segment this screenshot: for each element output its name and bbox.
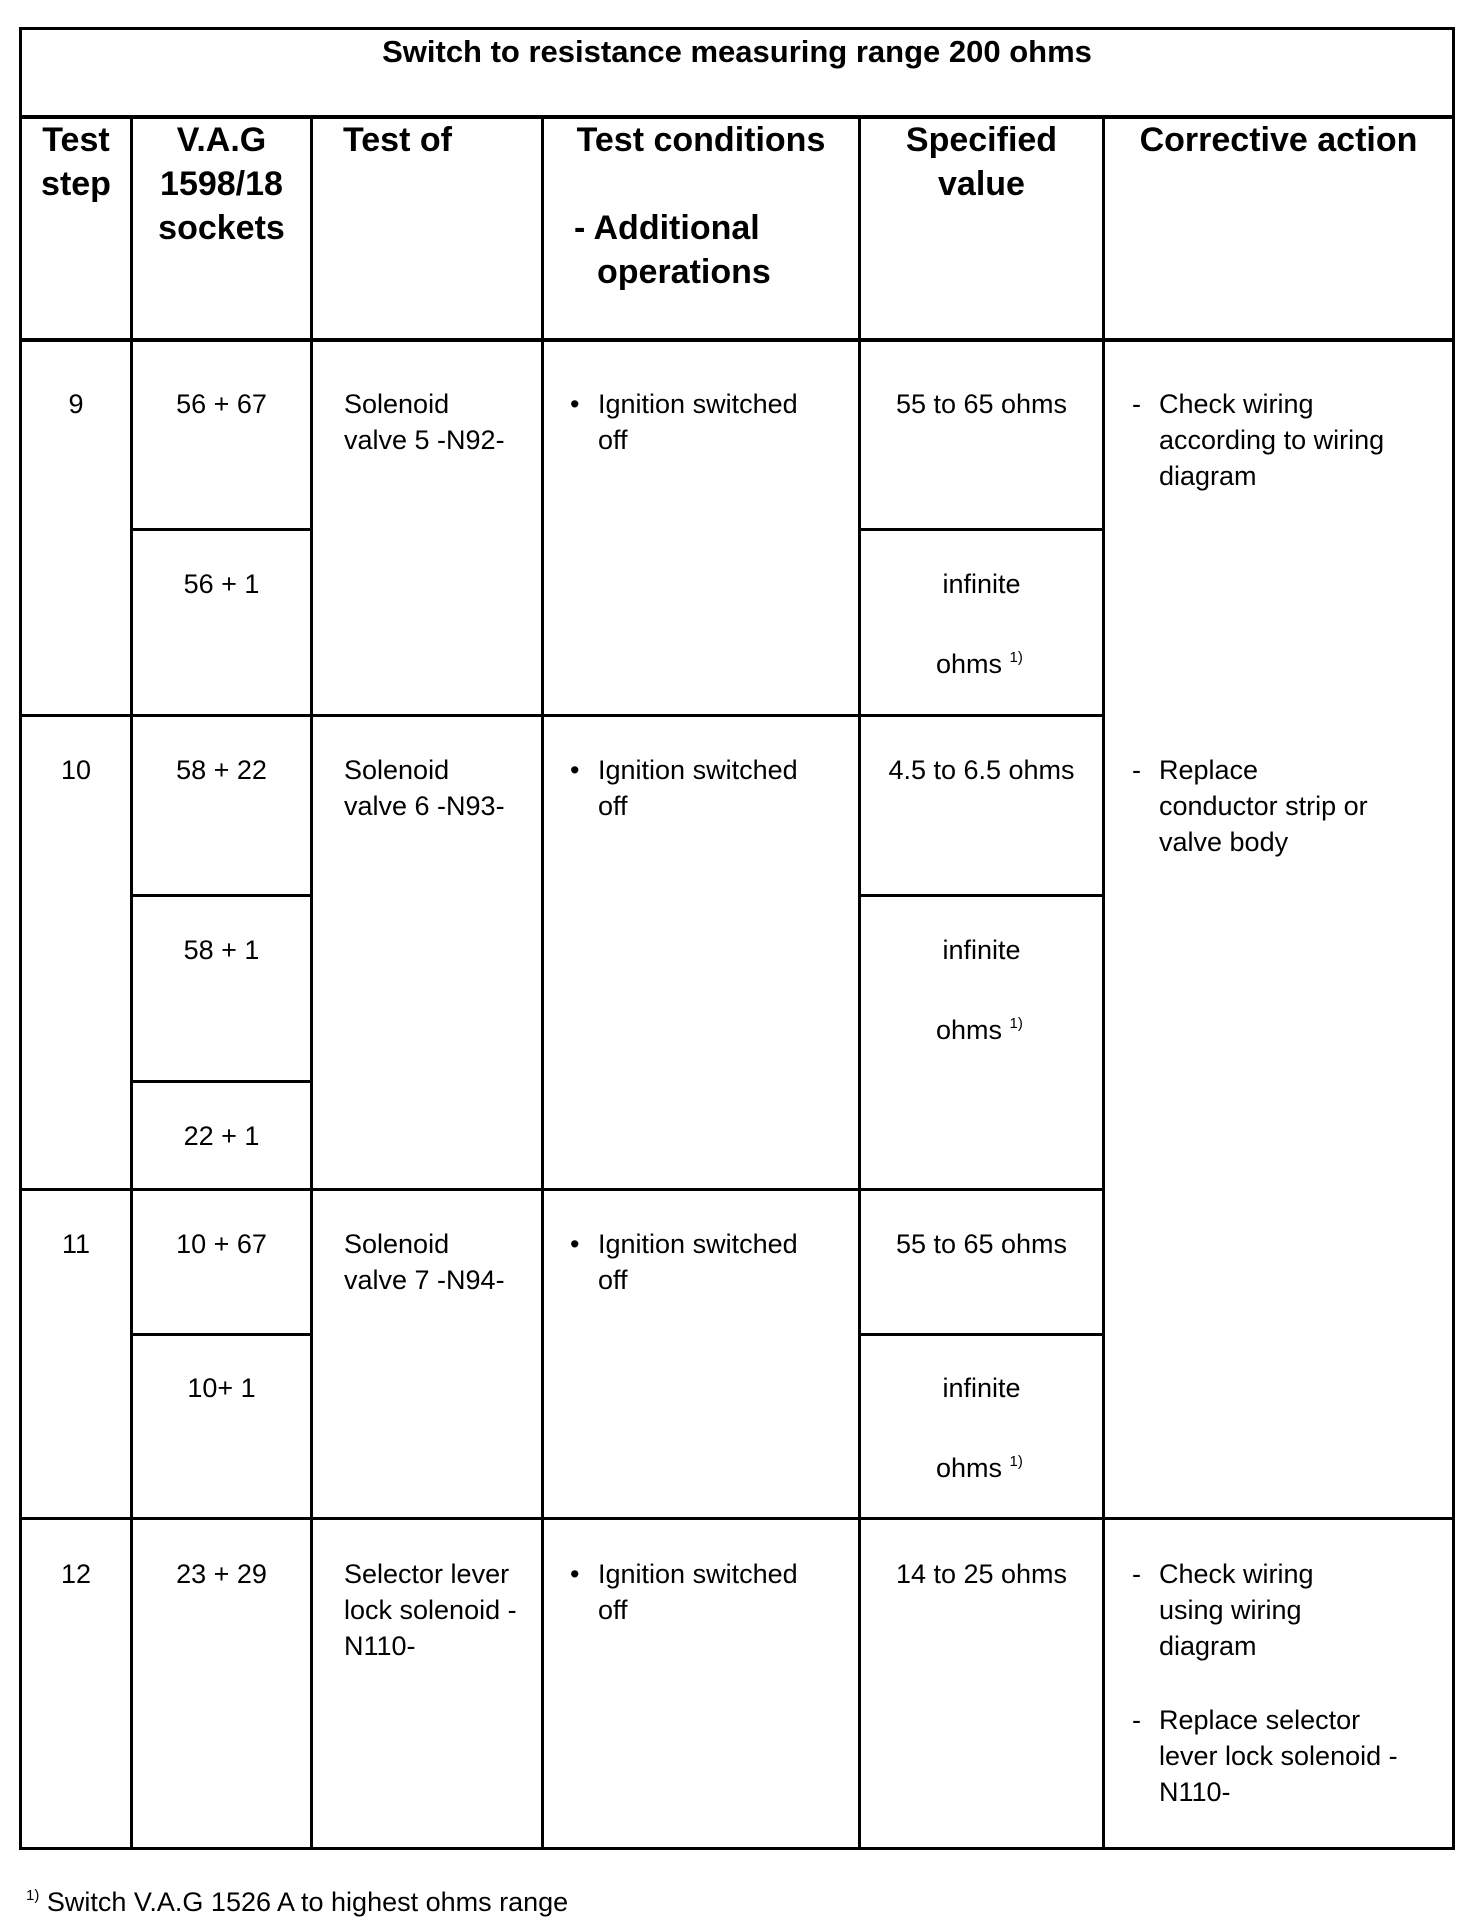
cell-test-step: 10 [60, 755, 92, 785]
cell-line: diagram [1159, 1631, 1257, 1661]
corrective-text [1159, 752, 1368, 860]
sockets-subdivider [131, 528, 312, 531]
bullet-icon: • [570, 755, 580, 785]
header-text: V.A.G [176, 121, 267, 159]
cell-line: lever lock solenoid - [1159, 1741, 1398, 1771]
cell-test-of [344, 1556, 517, 1664]
cell-line: diagram [1159, 461, 1257, 491]
sockets-subdivider [131, 1080, 312, 1083]
bullet-icon: • [570, 1559, 580, 1589]
cell-test-step: 12 [60, 1559, 92, 1589]
row-divider-11-12 [19, 1517, 1455, 1520]
cell-line: Selector lever [344, 1559, 510, 1589]
header-text: - Additional [574, 209, 760, 247]
cell-line: Replace selector [1159, 1705, 1361, 1735]
cell-test-condition [598, 1556, 798, 1628]
cell-specified-value: infinite [942, 935, 1021, 965]
cell-specified-value: 14 to 25 ohms [895, 1559, 1068, 1589]
cell-line: using wiring [1159, 1595, 1302, 1625]
cell-test-step: 11 [61, 1229, 91, 1259]
header-test-of: Test of [343, 121, 452, 159]
sockets-subdivider [131, 1333, 312, 1336]
cell-line: off [598, 1265, 628, 1295]
header-text: step [41, 165, 111, 203]
header-text: sockets [158, 209, 285, 247]
cell-line: Solenoid [344, 1229, 450, 1259]
footnote-ref: 1) [1009, 1015, 1023, 1032]
dash-icon: - [1132, 389, 1141, 419]
cell-sockets: 56 + 67 [176, 389, 267, 419]
cell-sockets: 22 + 1 [183, 1121, 260, 1151]
cell-specified-value [936, 1012, 1023, 1048]
cell-test-condition [598, 1226, 798, 1298]
cell-line: ohms [936, 1453, 1003, 1483]
cell-test-condition [598, 386, 798, 458]
cell-sockets: 10+ 1 [187, 1373, 256, 1403]
footnote-mark: 1) [26, 1887, 40, 1904]
cell-specified-value: infinite [942, 1373, 1021, 1403]
footnote [26, 1884, 568, 1920]
cell-line: lock solenoid - [344, 1595, 517, 1625]
cell-line: N110- [344, 1631, 416, 1661]
col-divider-3 [541, 117, 544, 1850]
dash-icon: - [1132, 1559, 1141, 1589]
cell-line: Ignition switched [598, 755, 798, 785]
cell-line: Replace [1159, 755, 1259, 785]
footnote-ref: 1) [1009, 1453, 1023, 1470]
row-divider-10-11 [19, 1188, 1104, 1191]
row-divider-9-10 [19, 714, 1104, 717]
cell-test-step: 9 [68, 389, 84, 419]
cell-specified-value: 55 to 65 ohms [895, 389, 1068, 419]
corrective-text [1159, 1702, 1398, 1810]
cell-line: ohms [936, 649, 1003, 679]
header-text: Test conditions [576, 121, 826, 159]
cell-line: Ignition switched [598, 389, 798, 419]
cell-line: according to wiring [1159, 425, 1385, 455]
cell-sockets: 58 + 22 [176, 755, 267, 785]
cell-line: valve 7 -N94- [344, 1265, 505, 1295]
spec-subdivider [859, 1333, 1104, 1336]
header-text: 1598/18 [160, 165, 283, 203]
corrective-text [1159, 1556, 1314, 1664]
cell-test-of [344, 1226, 505, 1298]
footnote-ref: 1) [1009, 649, 1023, 666]
cell-specified-value [936, 646, 1023, 682]
header-row-divider [19, 338, 1455, 342]
cell-sockets: 56 + 1 [183, 569, 260, 599]
cell-line: off [598, 791, 628, 821]
spec-subdivider [859, 528, 1104, 531]
cell-specified-value: 55 to 65 ohms [895, 1229, 1068, 1259]
footnote-text: Switch V.A.G 1526 A to highest ohms range [46, 1887, 569, 1917]
cell-specified-value [936, 1450, 1023, 1486]
cell-line: Check wiring [1159, 1559, 1314, 1589]
cell-line: valve body [1159, 827, 1289, 857]
header-text: Test [42, 121, 110, 159]
cell-test-of [344, 752, 505, 824]
col-divider-2 [310, 117, 313, 1850]
cell-line: valve 5 -N92- [344, 425, 505, 455]
cell-line: Solenoid [344, 755, 450, 785]
cell-test-condition [598, 752, 798, 824]
header-text: Specified [905, 121, 1058, 159]
cell-line: off [598, 425, 628, 455]
cell-line: Solenoid [344, 389, 450, 419]
col-divider-5 [1102, 117, 1105, 1850]
cell-line: off [598, 1595, 628, 1625]
cell-test-of [344, 386, 505, 458]
cell-specified-value: infinite [942, 569, 1021, 599]
cell-line: N110- [1159, 1777, 1231, 1807]
cell-line: ohms [936, 1015, 1003, 1045]
bullet-icon: • [570, 1229, 580, 1259]
cell-line: conductor strip or [1159, 791, 1368, 821]
cell-sockets: 23 + 29 [176, 1559, 267, 1589]
header-corrective-action: Corrective action [1139, 121, 1418, 159]
bullet-icon: • [570, 389, 580, 419]
cell-line: Ignition switched [598, 1559, 798, 1589]
cell-specified-value: 4.5 to 6.5 ohms [888, 755, 1075, 785]
cell-sockets: 58 + 1 [183, 935, 260, 965]
sockets-subdivider [131, 894, 312, 897]
corrective-text [1159, 386, 1384, 494]
header-text: operations [597, 253, 771, 291]
cell-line: valve 6 -N93- [344, 791, 505, 821]
dash-icon: - [1132, 755, 1141, 785]
header-text: value [938, 165, 1025, 203]
dash-icon: - [1132, 1705, 1141, 1735]
table-title: Switch to resistance measuring range 200 ohms [382, 34, 1092, 69]
cell-line: Check wiring [1159, 389, 1314, 419]
cell-sockets: 10 + 67 [176, 1229, 267, 1259]
cell-line: Ignition switched [598, 1229, 798, 1259]
spec-subdivider [859, 894, 1104, 897]
